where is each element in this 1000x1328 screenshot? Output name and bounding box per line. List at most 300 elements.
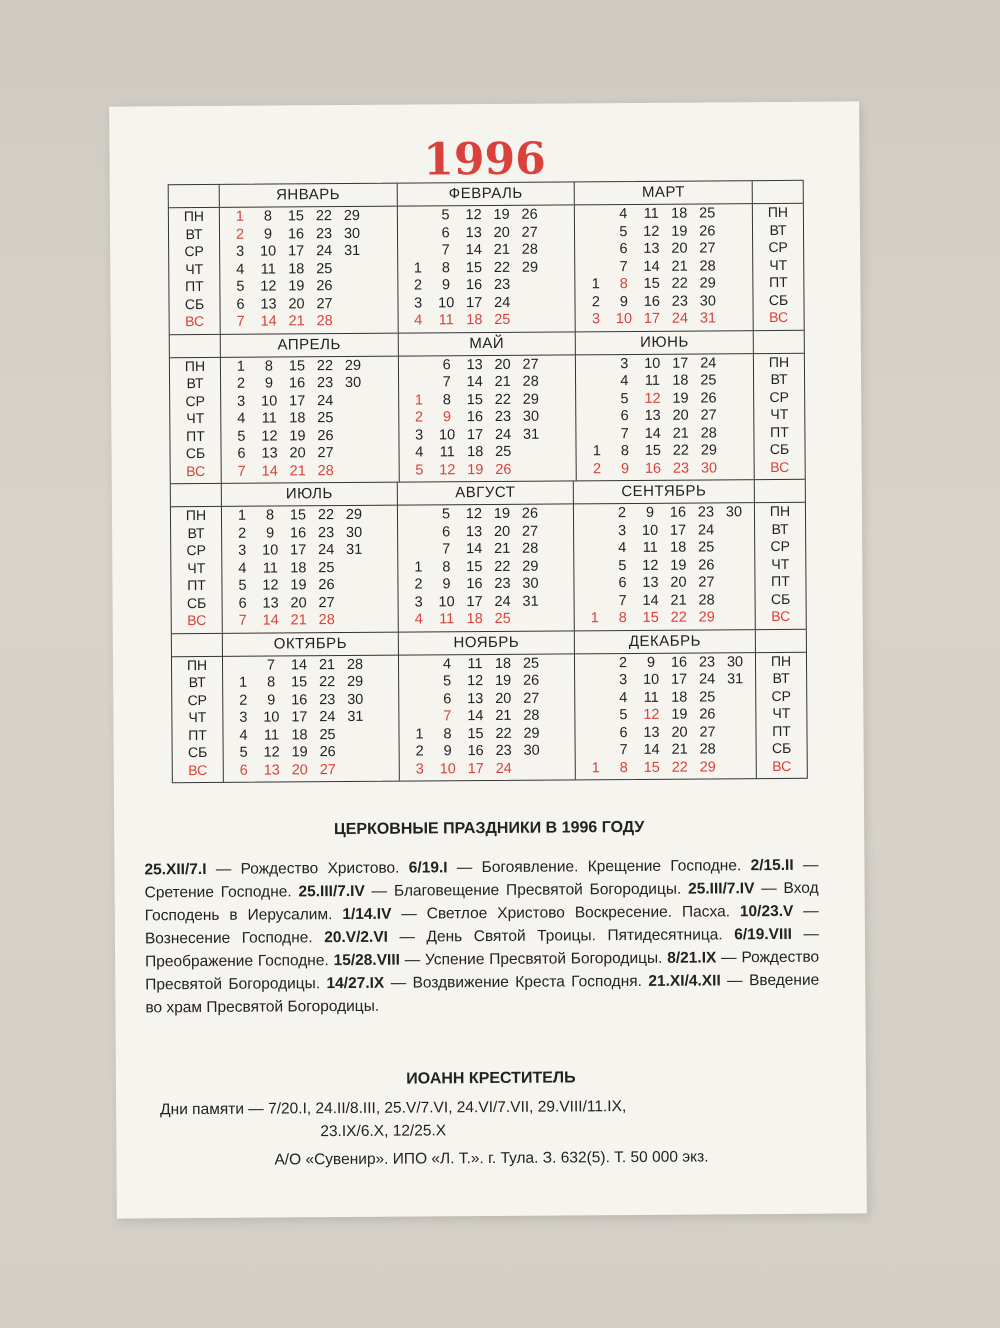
quarter-row [172, 628, 807, 782]
day-cell: 16 [670, 654, 688, 671]
day-cell: 6 [443, 690, 452, 707]
day-cell: 27 [317, 445, 334, 462]
day-cell: 18 [467, 444, 484, 461]
saint-name: ИОАНН КРЕСТИТЕЛЬ [406, 1069, 576, 1088]
day-cell: 21 [495, 707, 512, 724]
day-cell: 11 [439, 444, 455, 461]
day-cell [580, 523, 608, 541]
day-cell: 6 [238, 595, 247, 612]
weekday-label: ВТ [186, 374, 204, 392]
day-cell: 10 [438, 426, 456, 443]
day-cell: 19 [493, 206, 510, 223]
day-cell: 30 [347, 691, 364, 708]
day-cell: 29 [700, 442, 718, 459]
holidays-list [144, 854, 819, 1020]
day-cell: 16 [465, 277, 483, 294]
day-cell: 15 [644, 442, 662, 459]
weekday-label: ВС [772, 757, 792, 774]
day-cell: 1 [415, 725, 424, 743]
weekday-column [170, 334, 222, 483]
day-cell: 24 [494, 294, 511, 311]
day-cell: 6 [620, 408, 629, 425]
day-cell [405, 374, 433, 392]
week-row [222, 542, 397, 561]
day-cell: 11 [263, 726, 280, 744]
month-block [575, 181, 754, 331]
week-row [398, 311, 575, 330]
day-cell [581, 241, 609, 259]
day-cell: 2 [239, 692, 248, 709]
day-cell: 9 [620, 460, 630, 477]
day-cell [517, 611, 545, 629]
day-cell: 22 [494, 391, 511, 408]
day-cell: 17 [291, 709, 308, 726]
day-cell: 6 [441, 224, 450, 241]
holiday-text: — Рождество Пресвятой Богородицы. [145, 948, 820, 994]
day-cell: 16 [291, 691, 308, 708]
day-cell: 9 [266, 524, 275, 542]
day-cell: 5 [236, 278, 245, 295]
day-cell: 29 [522, 391, 539, 408]
day-cell: 24 [318, 542, 335, 559]
weekday-label: СР [186, 541, 206, 559]
day-cell [721, 706, 749, 724]
holiday-text: — Рождество Христово. [206, 859, 409, 878]
day-cell: 10 [641, 522, 659, 539]
day-cell: 28 [521, 241, 538, 258]
day-cell: 18 [466, 312, 483, 329]
day-cell: 21 [493, 241, 510, 258]
day-cell: 17 [289, 392, 306, 409]
week-row [398, 206, 575, 225]
month-days [220, 207, 398, 334]
holiday-date: 21.XI/4.XII [648, 972, 721, 990]
day-cell: 5 [441, 207, 450, 224]
month-days [575, 653, 756, 780]
week-row [398, 558, 573, 577]
day-cell: 27 [521, 224, 538, 241]
month-name: ОКТЯБРЬ [223, 632, 398, 656]
day-cell: 22 [495, 725, 512, 742]
weekday-label: СБ [185, 444, 206, 462]
day-cell: 2 [414, 576, 423, 593]
day-cell: 12 [262, 577, 279, 594]
day-cell: 22 [671, 759, 688, 776]
holiday-text: — Вход Господень в Иерусалим. [144, 879, 819, 925]
day-cell: 16 [289, 524, 307, 541]
day-cell: 13 [466, 356, 483, 373]
day-cell: 13 [260, 295, 277, 313]
day-cell: 8 [443, 725, 452, 742]
weekday-label: ВТ [187, 524, 205, 541]
day-cell: 19 [467, 461, 484, 478]
weekday-header-spacer [756, 629, 806, 652]
day-cell: 8 [442, 391, 451, 408]
day-cell: 3 [239, 709, 248, 726]
day-cell: 30 [343, 225, 361, 242]
day-cell: 12 [439, 461, 456, 478]
month-name: НОЯБРЬ [399, 631, 574, 655]
weekday-header-spacer [169, 185, 219, 208]
day-cell: 27 [700, 407, 717, 424]
day-cell: 2 [236, 375, 246, 392]
day-cell: 4 [414, 611, 423, 628]
day-cell: 1 [235, 208, 244, 225]
day-cell: 23 [315, 225, 333, 242]
day-cell: 25 [495, 443, 512, 460]
week-row [577, 407, 754, 426]
week-row [221, 427, 398, 446]
day-cell: 10 [439, 760, 456, 777]
day-cell [404, 524, 432, 542]
day-cell [404, 242, 432, 260]
day-cell: 15 [291, 674, 308, 691]
day-cell: 8 [264, 357, 274, 375]
day-cell: 13 [262, 594, 279, 612]
month-name: ИЮЛЬ [222, 483, 397, 507]
day-cell: 25 [494, 311, 511, 328]
day-cell: 19 [670, 557, 687, 574]
day-cell: 4 [442, 655, 452, 672]
day-cell: 6 [236, 296, 245, 313]
day-cell: 20 [671, 724, 688, 741]
day-cell: 1 [239, 674, 248, 691]
week-row [575, 654, 755, 673]
day-cell: 26 [495, 461, 512, 478]
day-cell [404, 207, 432, 225]
week-row [576, 390, 753, 409]
week-row [400, 760, 575, 779]
day-cell: 30 [344, 374, 362, 391]
weekday-label: ЧТ [186, 409, 205, 427]
day-cell: 28 [317, 462, 334, 479]
day-cell: 23 [317, 524, 335, 541]
day-cell: 12 [261, 427, 278, 445]
day-cell: 21 [671, 741, 688, 758]
calendar-grid [168, 180, 808, 783]
day-cell [581, 672, 609, 690]
day-cell [404, 541, 432, 559]
day-cell: 10 [615, 310, 633, 328]
day-cell [581, 593, 609, 611]
holiday-text: — Воздвижение Креста Господня. [384, 972, 649, 992]
day-cell: 29 [522, 558, 539, 575]
day-cell: 6 [237, 445, 246, 462]
weekday-label: ВС [769, 308, 789, 326]
week-row [575, 689, 755, 708]
weekday-label: ВТ [185, 225, 203, 242]
day-cell [340, 462, 368, 480]
day-cell: 21 [290, 612, 307, 629]
day-cell: 18 [290, 559, 307, 576]
day-cell: 10 [438, 294, 455, 311]
month-days [399, 355, 577, 482]
month-block [574, 480, 756, 630]
weekday-column [753, 181, 804, 330]
day-cell [405, 708, 433, 726]
weekday-label: ВС [187, 611, 207, 629]
day-cell: 9 [264, 375, 274, 392]
week-row [222, 577, 397, 596]
month-days [398, 205, 576, 332]
day-cell: 21 [289, 462, 306, 479]
weekday-label: ПТ [769, 273, 788, 291]
weekday-label: СР [768, 238, 788, 256]
day-cell [580, 575, 608, 593]
month-days [222, 506, 398, 633]
holiday-date: 10/23.V [739, 902, 794, 921]
day-cell: 30 [726, 653, 744, 670]
week-row [220, 295, 397, 314]
day-cell: 12 [643, 223, 660, 240]
day-cell: 14 [642, 592, 659, 609]
day-cell: 4 [236, 261, 245, 278]
day-cell: 18 [672, 372, 689, 389]
day-cell: 18 [291, 726, 308, 743]
week-row [574, 557, 754, 576]
day-cell [517, 461, 545, 479]
day-cell: 9 [267, 691, 276, 709]
day-cell [581, 725, 609, 743]
day-cell [581, 707, 609, 725]
day-cell [404, 225, 432, 243]
day-cell: 27 [319, 761, 336, 778]
day-cell: 9 [646, 654, 656, 671]
week-row [576, 355, 753, 374]
day-cell: 12 [263, 744, 280, 761]
day-cell: 26 [698, 556, 715, 574]
weekday-label: ПТ [771, 572, 790, 590]
weekday-label: ВС [185, 312, 205, 330]
day-cell: 18 [670, 539, 687, 556]
day-cell [582, 391, 610, 409]
day-cell: 15 [466, 391, 483, 408]
week-row [575, 671, 755, 690]
holiday-date: 25.III/7.IV [298, 882, 365, 901]
day-cell: 2 [238, 525, 247, 542]
month-block [397, 182, 576, 332]
day-cell: 4 [239, 727, 248, 744]
day-cell: 27 [699, 723, 716, 741]
day-cell: 3 [620, 355, 629, 372]
month-block [222, 483, 399, 633]
day-cell: 13 [642, 574, 659, 591]
day-cell: 30 [699, 292, 716, 310]
day-cell: 12 [642, 557, 659, 574]
weekday-label: ПТ [772, 722, 791, 739]
month-name: ДЕКАБРЬ [575, 630, 755, 654]
memory-days [160, 1094, 840, 1145]
weekday-column [169, 185, 221, 334]
week-row [222, 524, 397, 543]
memory-line-2: 23.IX/6.X, 12/25.X [320, 1122, 447, 1141]
day-cell: 12 [465, 207, 482, 224]
day-cell: 1 [590, 610, 599, 627]
week-row [221, 313, 398, 332]
day-cell: 9 [263, 225, 273, 243]
day-cell: 21 [670, 592, 687, 609]
day-cell [581, 690, 609, 708]
day-cell: 17 [288, 243, 305, 260]
weekday-header-spacer [171, 484, 221, 507]
day-cell: 9 [441, 277, 451, 294]
day-cell: 3 [617, 522, 627, 539]
day-cell: 31 [346, 541, 363, 558]
week-row [399, 426, 576, 445]
day-cell: 28 [522, 540, 539, 557]
day-cell: 30 [700, 459, 718, 477]
holiday-date: 25.XII/7.I [144, 860, 207, 879]
day-cell: 19 [671, 223, 688, 240]
day-cell: 29 [344, 357, 362, 374]
day-cell: 1 [591, 276, 600, 293]
day-cell: 21 [671, 258, 688, 275]
day-cell: 15 [643, 275, 660, 292]
day-cell [516, 277, 544, 295]
day-cell: 5 [415, 461, 424, 479]
week-row [576, 275, 753, 294]
day-cell: 4 [619, 206, 628, 223]
day-cell: 17 [643, 310, 661, 327]
day-cell [338, 295, 366, 313]
day-cell: 30 [345, 524, 363, 541]
day-cell: 20 [290, 594, 307, 611]
holiday-text: — День Святой Троицы. Пятидесятница. [387, 926, 735, 946]
day-cell: 18 [288, 260, 305, 277]
week-row [398, 224, 575, 243]
day-cell [580, 558, 608, 576]
day-cell: 30 [522, 408, 540, 425]
day-cell [338, 278, 366, 296]
day-cell: 10 [438, 593, 455, 610]
day-cell: 14 [260, 313, 277, 330]
day-cell: 23 [494, 575, 511, 592]
day-cell: 14 [643, 258, 660, 275]
day-cell: 25 [698, 539, 715, 556]
day-cell: 2 [591, 293, 600, 310]
day-cell: 15 [287, 208, 305, 225]
day-cell: 23 [697, 504, 715, 521]
weekday-label: ПН [183, 207, 205, 225]
day-cell: 31 [699, 310, 717, 327]
day-cell: 7 [238, 612, 247, 629]
day-cell: 20 [494, 356, 511, 373]
day-cell [582, 259, 610, 277]
weekday-label: ВС [770, 458, 790, 475]
day-cell: 5 [620, 390, 629, 407]
weekday-label: СБ [770, 590, 791, 607]
day-cell: 12 [467, 673, 484, 690]
holiday-date: 8/21.IX [667, 949, 717, 967]
day-cell: 5 [443, 673, 452, 690]
weekday-label: ВС [186, 462, 206, 479]
week-row [576, 372, 753, 391]
holiday-text: — Введение во храм Пресвятой Богородицы. [145, 971, 820, 1017]
week-row [223, 656, 398, 675]
day-cell: 12 [643, 706, 660, 723]
week-row [398, 540, 573, 559]
day-cell [405, 673, 433, 691]
month-name: АВГУСТ [398, 481, 573, 505]
day-cell: 18 [671, 205, 688, 222]
quarter-row [169, 181, 804, 334]
week-row [223, 674, 398, 693]
day-cell: 23 [316, 375, 334, 392]
day-cell: 3 [414, 593, 423, 611]
day-cell: 8 [263, 208, 272, 225]
day-cell [581, 224, 609, 242]
day-cell: 8 [441, 259, 451, 276]
day-cell [339, 313, 367, 331]
day-cell: 17 [672, 355, 689, 372]
day-cell: 28 [316, 313, 333, 330]
day-cell: 22 [317, 507, 335, 524]
day-cell: 28 [700, 424, 717, 442]
day-cell: 23 [319, 691, 336, 708]
day-cell: 3 [414, 294, 423, 312]
day-cell: 19 [672, 390, 689, 407]
week-row [574, 539, 754, 558]
day-cell: 27 [522, 356, 539, 373]
day-cell: 4 [415, 444, 424, 461]
week-row [399, 707, 574, 726]
day-cell: 5 [238, 577, 247, 594]
day-cell [405, 357, 433, 375]
day-cell: 2 [592, 460, 602, 477]
holiday-date: 6/19.VIII [734, 925, 792, 944]
day-cell: 9 [645, 504, 655, 521]
day-cell [581, 655, 609, 673]
weekday-header-spacer [170, 334, 220, 357]
week-row [398, 523, 573, 542]
day-cell [582, 356, 610, 374]
day-cell: 5 [618, 557, 627, 574]
day-cell [720, 557, 748, 575]
month-block [399, 631, 576, 781]
day-cell: 27 [318, 594, 335, 611]
week-row [399, 408, 576, 427]
day-cell: 10 [260, 243, 277, 260]
week-row [400, 742, 575, 761]
day-cell: 4 [618, 540, 627, 557]
day-cell: 19 [288, 278, 305, 295]
week-row [399, 725, 574, 744]
day-cell: 6 [619, 241, 628, 258]
day-cell [516, 294, 544, 312]
day-cell: 20 [670, 574, 687, 591]
day-cell: 13 [261, 445, 278, 462]
imprint: А/О «Сувенир». ИПО «Л. Т.». г. Тула. З. 632(5). Т. 50 000 экз. [274, 1148, 709, 1169]
weekday-label: ПН [768, 353, 790, 370]
day-cell: 28 [522, 373, 539, 390]
day-cell: 21 [672, 425, 689, 442]
day-cell: 23 [698, 653, 716, 671]
day-cell: 25 [522, 655, 540, 672]
day-cell: 3 [238, 542, 247, 559]
day-cell: 7 [443, 708, 452, 725]
day-cell [339, 445, 367, 463]
day-cell: 7 [442, 374, 451, 391]
month-block [223, 632, 400, 782]
day-cell: 3 [414, 426, 424, 444]
day-cell: 3 [237, 393, 246, 410]
day-cell: 26 [521, 206, 538, 223]
quarter-row [170, 329, 805, 483]
day-cell: 11 [644, 372, 660, 389]
day-cell: 24 [316, 243, 333, 260]
day-cell: 16 [467, 743, 484, 760]
day-cell: 5 [619, 707, 628, 724]
